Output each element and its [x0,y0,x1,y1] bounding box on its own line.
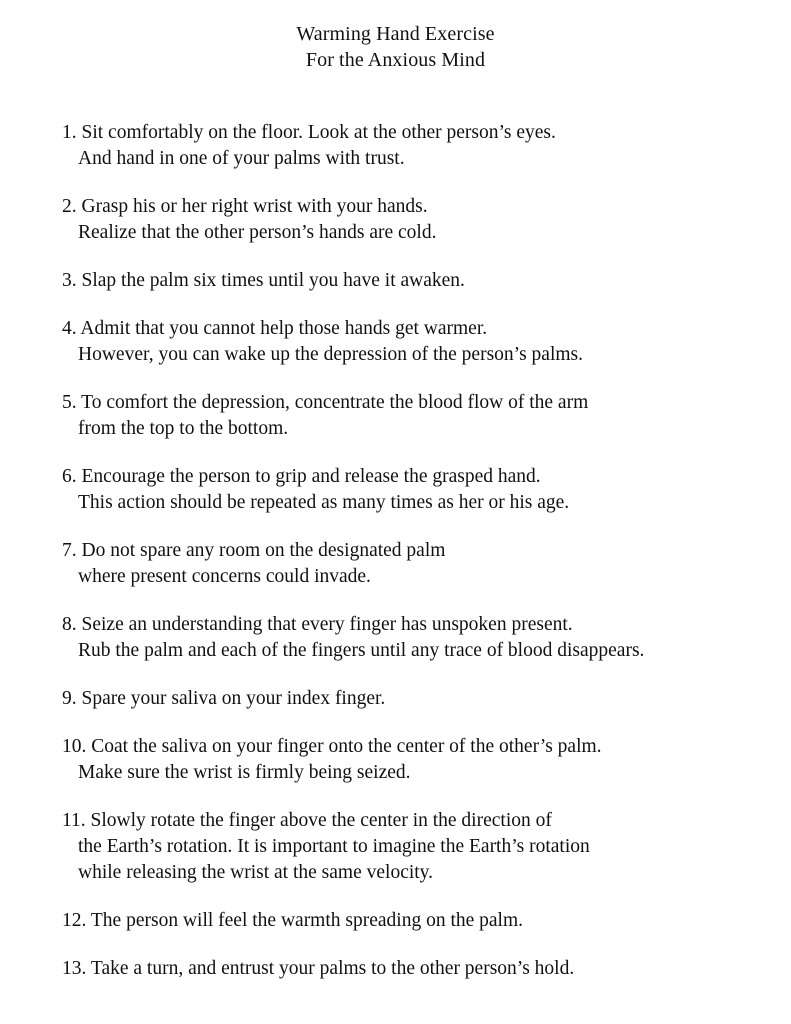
step-line: Rub the palm and each of the fingers until any trace of blood disappears. [78,640,645,661]
step-item-5 [62,390,782,442]
step-item-9 [62,686,782,712]
step-line: while releasing the wrist at the same velocity. [78,862,434,883]
step-line: This action should be repeated as many times as her or his age. [78,492,570,513]
step-item-11 [62,808,782,886]
step-item-12 [62,908,782,934]
step-line: 7. Do not spare any room on the designated palm [62,540,446,561]
step-line: 13. Take a turn, and entrust your palms to the other person’s hold. [62,958,575,979]
step-item-1 [62,120,782,172]
step-line: And hand in one of your palms with trust. [78,148,405,169]
step-item-4 [62,316,782,368]
step-line: 2. Grasp his or her right wrist with your hands. [62,196,428,217]
document-title: Warming Hand Exercise [296,23,495,45]
step-line: 8. Seize an understanding that every finger has unspoken present. [62,614,573,635]
step-line: where present concerns could invade. [78,566,371,587]
step-item-8 [62,612,782,664]
step-line: However, you can wake up the depression of the person’s palms. [78,344,584,365]
step-item-3 [62,268,782,294]
document-subtitle: For the Anxious Mind [305,49,486,71]
step-line: the Earth’s rotation. It is important to imagine the Earth’s rotation [78,836,590,857]
steps-list [62,120,782,1004]
step-line: Make sure the wrist is firmly being seized. [78,762,411,783]
step-line: 12. The person will feel the warmth spreading on the palm. [62,910,524,931]
step-line: 6. Encourage the person to grip and release the grasped hand. [62,466,541,487]
step-item-13 [62,956,782,982]
step-item-7 [62,538,782,590]
step-line: 4. Admit that you cannot help those hands get warmer. [62,318,488,339]
step-line: 1. Sit comfortably on the floor. Look at the other person’s eyes. [62,122,556,143]
step-line: 5. To comfort the depression, concentrate the blood flow of the arm [62,392,589,413]
step-item-10 [62,734,782,786]
step-line: 10. Coat the saliva on your finger onto the center of the other’s palm. [62,736,602,757]
step-line: 9. Spare your saliva on your index finger. [62,688,386,709]
step-item-2 [62,194,782,246]
step-line: 3. Slap the palm six times until you have it awaken. [62,270,465,291]
step-item-6 [62,464,782,516]
step-line: Realize that the other person’s hands are cold. [78,222,437,243]
step-line: 11. Slowly rotate the finger above the center in the direction of [62,810,552,831]
step-line: from the top to the bottom. [78,418,289,439]
